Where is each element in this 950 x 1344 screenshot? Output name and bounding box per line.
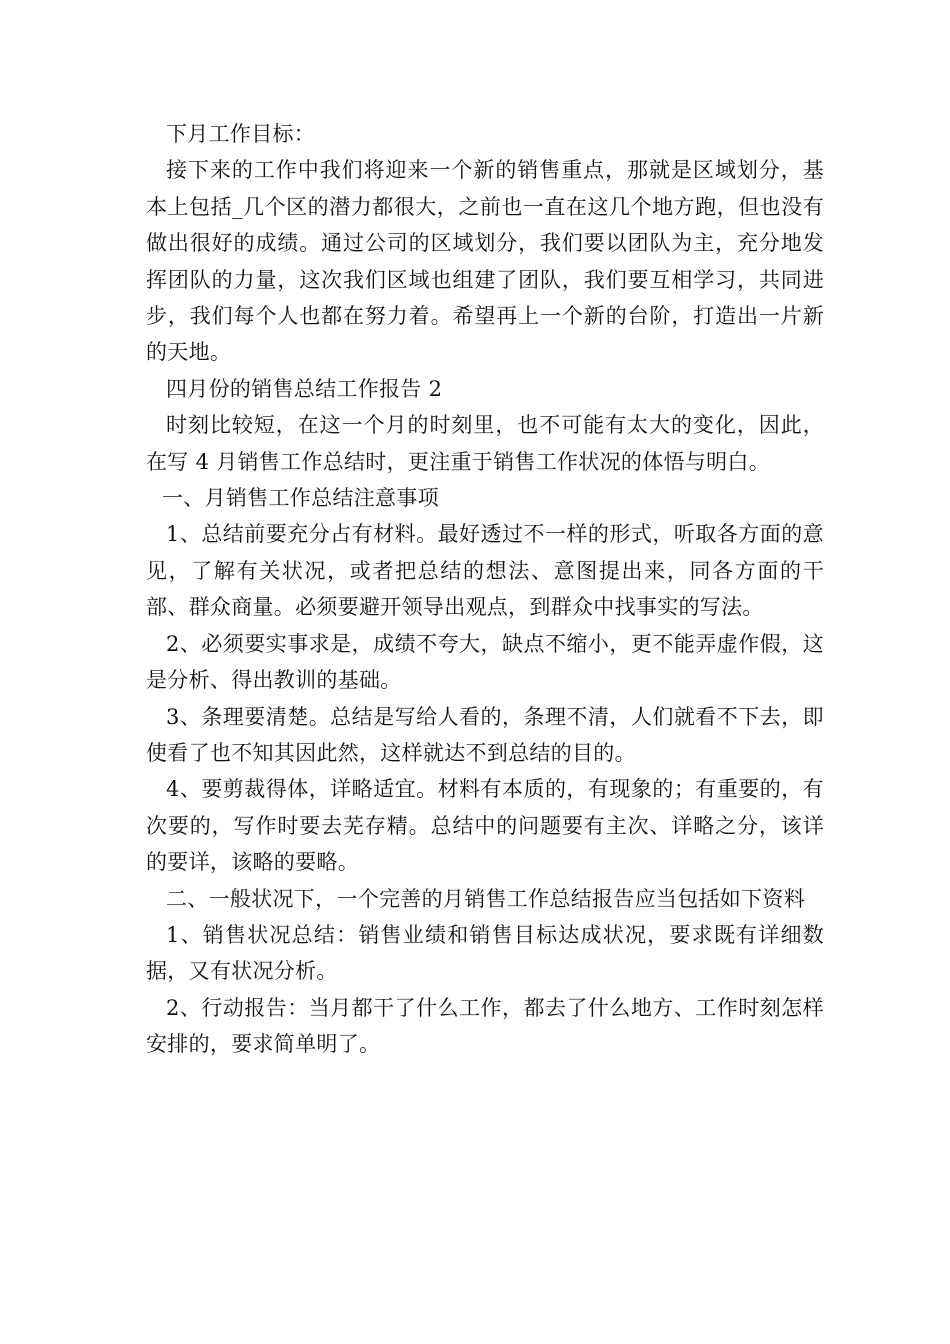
list-item-4: 4、要剪裁得体，详略适宜。材料有本质的，有现象的；有重要的，有次要的，写作时要去芜存精。总结中的问题要有主次、详略之分，该详的要详，该略的要略。 (146, 777, 824, 875)
section-heading-next-month-goals: 下月工作目标： (166, 122, 316, 146)
paragraph-intro: 时刻比较短，在这一个月的时刻里，也不可能有太大的变化，因此，在写 4 月销售工作总结时，更注重于销售工作状况的体悟与明白。 (146, 413, 824, 474)
list-item-3: 3、条理要清楚。总结是写给人看的，条理不清，人们就看不下去，即使看了也不知其因此然，这样就达不到总结的目的。 (146, 704, 824, 765)
list-item-1: 1、总结前要充分占有材料。最好透过不一样的形式，听取各方面的意见，了解有关状况，或者把总结的想法、意图提出来，同各方面的干部、群众商量。必须要避开领导出观点，到群众中找事实的写法。 (146, 522, 824, 620)
list-item-2: 2、必须要实事求是，成绩不夸大，缺点不缩小，更不能弄虚作假，这是分析、得出教训的基础。 (146, 631, 824, 693)
report-title-2: 四月份的销售总结工作报告 2 (166, 376, 443, 401)
paragraph-regional-division: 接下来的工作中我们将迎来一个新的销售重点，那就是区域划分，基本上包括_几个区的潜力都很大，之前也一直在这几个地方跑，但也没有做出很好的成绩。通过公司的区域划分，我们要以团队为主，充分地发挥团队的力量，这次我们区域也组建了团队，我们要互相学习，共同进步，我们每个人也都在努力着。希望再上一个新的台阶，打造出一片新的天地。 (146, 158, 824, 365)
section-heading-notes: 一、月销售工作总结注意事项 (162, 486, 439, 511)
list-item-sales-summary: 1、销售状况总结：销售业绩和销售目标达成状况，要求既有详细数据，又有状况分析。 (146, 922, 824, 984)
list-item-action-report: 2、行动报告：当月都干了什么工作，都去了什么地方、工作时刻怎样安排的，要求简单明了。 (146, 995, 824, 1057)
section-heading-contents: 二、一般状况下，一个完善的月销售工作总结报告应当包括如下资料 (166, 886, 805, 911)
